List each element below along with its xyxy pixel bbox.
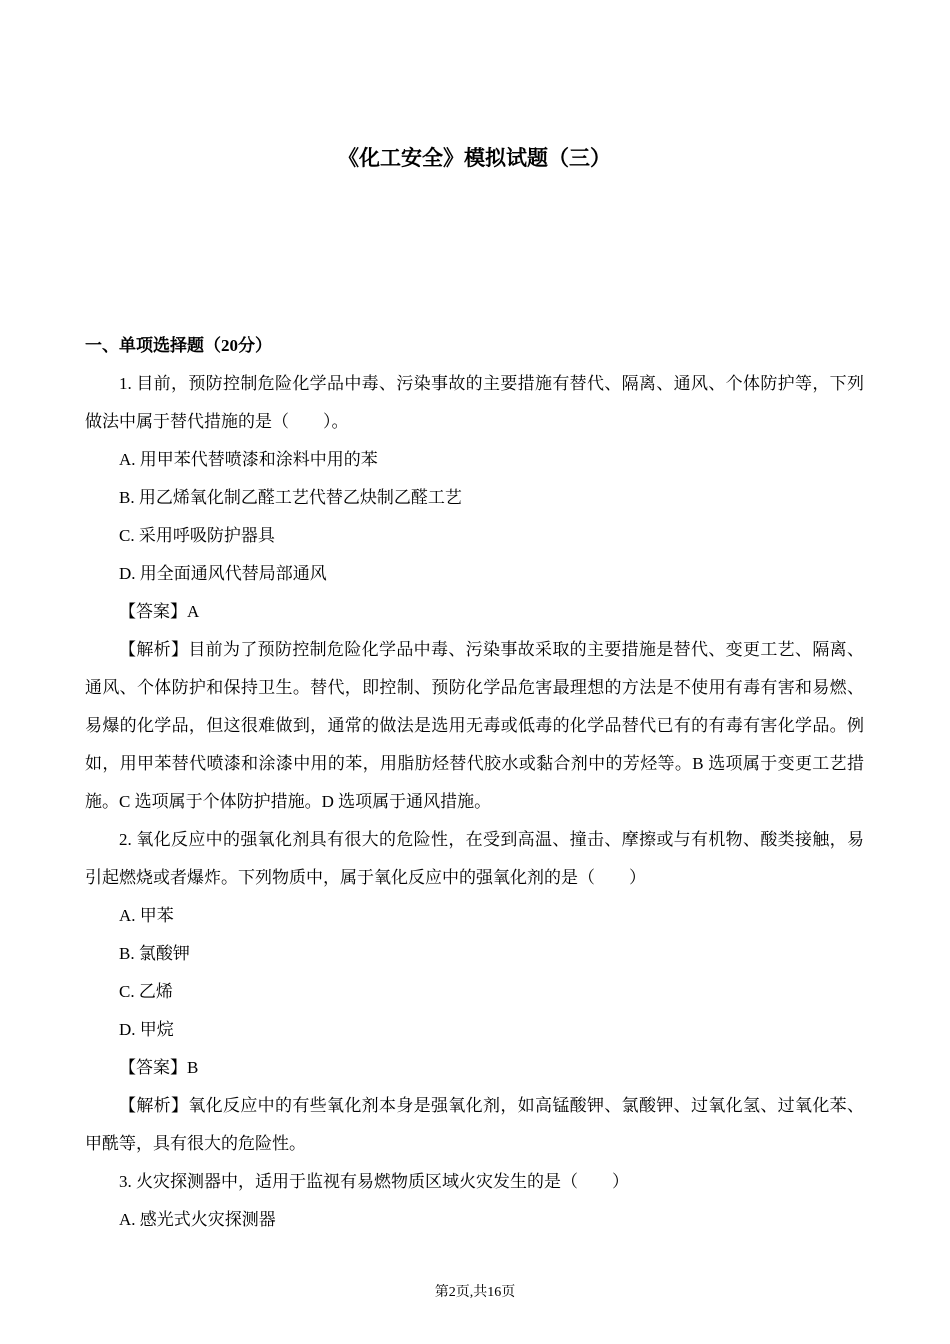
option-paragraph: D. 用全面通风代替局部通风 xyxy=(119,564,327,583)
option-paragraph: C. 采用呼吸防护器具 xyxy=(119,526,275,545)
option-paragraph: B. 氯酸钾 xyxy=(119,944,190,963)
document-title: 《化工安全》模拟试题（三） xyxy=(338,146,611,170)
answer-paragraph: 【答案】B xyxy=(119,1058,199,1077)
option-paragraph: A. 感光式火灾探测器 xyxy=(119,1210,276,1229)
explanation-paragraph: 【解析】氧化反应中的有些氧化剂本身是强氧化剂，如高锰酸钾、氯酸钾、过氧化氢、过氧化苯、甲酰等，具有很大的危险性。 xyxy=(85,1096,864,1153)
question-paragraph: 1. 目前，预防控制危险化学品中毒、污染事故的主要措施有替代、隔离、通风、个体防护等，下列做法中属于替代措施的是（ ）。 xyxy=(85,374,864,431)
page-footer: 第2页,共16页 xyxy=(434,1285,516,1300)
question-paragraph: 3. 火灾探测器中，适用于监视有易燃物质区域火灾发生的是（ ） xyxy=(119,1172,629,1191)
option-paragraph: D. 甲烷 xyxy=(119,1020,174,1039)
explanation-paragraph: 【解析】目前为了预防控制危险化学品中毒、污染事故采取的主要措施是替代、变更工艺、隔离、通风、个体防护和保持卫生。替代，即控制、预防化学品危害最理想的方法是不使用有毒有害和易燃、易爆的化学品，但这很难做到，通常的做法是选用无毒或低毒的化学品替代已有的有毒有害化学品。例如，用甲苯替代喷漆和涂漆中用的苯，用脂肪烃替代胶水或黏合剂中的芳烃等。B 选项属于变更工艺措施。C 选项属于个体防护措施。D 选项属于通风措施。 xyxy=(85,640,864,811)
option-paragraph: C. 乙烯 xyxy=(119,982,173,1001)
answer-paragraph: 【答案】A xyxy=(119,602,200,621)
question-paragraph: 2. 氧化反应中的强氧化剂具有很大的危险性，在受到高温、撞击、摩擦或与有机物、酸类接触，易引起燃烧或者爆炸。下列物质中，属于氧化反应中的强氧化剂的是（ ） xyxy=(85,830,864,887)
option-paragraph: A. 甲苯 xyxy=(119,906,174,925)
option-paragraph: B. 用乙烯氧化制乙醛工艺代替乙炔制乙醛工艺 xyxy=(119,488,462,507)
option-paragraph: A. 用甲苯代替喷漆和涂料中用的苯 xyxy=(119,450,378,469)
section-heading: 一、单项选择题（20分） xyxy=(85,336,272,355)
